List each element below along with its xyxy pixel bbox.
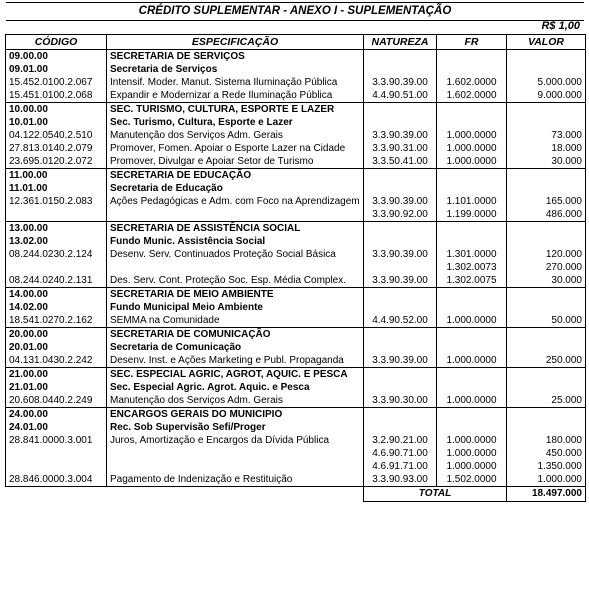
- fr-cell: [437, 50, 507, 64]
- codigo-cell: 11.01.00: [6, 182, 107, 195]
- natureza-cell: 3.3.90.92.00: [364, 208, 437, 221]
- especificacao-cell: Secretaria de Comunicação: [107, 341, 364, 354]
- table-row: [6, 89, 586, 103]
- valor-cell: 9.000.000: [507, 89, 586, 103]
- natureza-cell: 3.3.90.93.00: [364, 473, 437, 487]
- codigo-cell: 21.01.00: [6, 381, 107, 394]
- table-row: [6, 473, 586, 487]
- valor-cell: [507, 328, 586, 342]
- codigo-cell: 08.244.0240.2.131: [6, 274, 107, 288]
- valor-cell: [507, 235, 586, 248]
- especificacao-cell: Manutenção dos Serviços Adm. Gerais: [107, 129, 364, 142]
- valor-cell: 250.000: [507, 354, 586, 368]
- natureza-cell: 3.3.90.39.00: [364, 195, 437, 208]
- table-row: [6, 447, 586, 460]
- natureza-cell: 3.3.50.41.00: [364, 155, 437, 169]
- fr-cell: [437, 63, 507, 76]
- especificacao-cell: SEC. ESPECIAL AGRIC, AGROT, AQUIC. E PESCA: [107, 368, 364, 382]
- natureza-cell: 3.3.90.31.00: [364, 142, 437, 155]
- valor-cell: [507, 368, 586, 382]
- fr-cell: 1.000.0000: [437, 394, 507, 408]
- fr-cell: 1.502.0000: [437, 473, 507, 487]
- table-row: [6, 434, 586, 447]
- codigo-cell: 28.841.0000.3.001: [6, 434, 107, 447]
- fr-cell: 1.000.0000: [437, 314, 507, 327]
- codigo-cell: [6, 208, 107, 221]
- codigo-cell: [6, 261, 107, 274]
- fr-cell: 1.000.0000: [437, 460, 507, 473]
- codigo-cell: 14.02.00: [6, 301, 107, 314]
- total-spacer: [6, 487, 364, 502]
- column-header-especificacao: ESPECIFICAÇÃO: [107, 35, 364, 50]
- fr-cell: [437, 421, 507, 434]
- natureza-cell: [364, 103, 437, 117]
- valor-cell: 1.350.000: [507, 460, 586, 473]
- column-header-fr: FR: [437, 35, 507, 50]
- fr-cell: 1.602.0000: [437, 89, 507, 103]
- especificacao-cell: Rec. Sob Supervisão Sefi/Proger: [107, 421, 364, 434]
- natureza-cell: [364, 368, 437, 382]
- valor-cell: 5.000.000: [507, 76, 586, 89]
- fr-cell: [437, 381, 507, 394]
- codigo-cell: 04.122.0540.2.510: [6, 129, 107, 142]
- fr-cell: 1.000.0000: [437, 434, 507, 447]
- especificacao-cell: Promover, Fomen. Apoiar o Esporte Lazer na Cidade: [107, 142, 364, 155]
- valor-cell: [507, 421, 586, 434]
- codigo-cell: 27.813.0140.2.079: [6, 142, 107, 155]
- fr-cell: [437, 408, 507, 422]
- natureza-cell: [364, 182, 437, 195]
- codigo-cell: 10.01.00: [6, 116, 107, 129]
- fr-cell: 1.000.0000: [437, 155, 507, 169]
- especificacao-cell: Secretaria de Educação: [107, 182, 364, 195]
- especificacao-cell: ENCARGOS GERAIS DO MUNICIPIO: [107, 408, 364, 422]
- especificacao-cell: [107, 447, 364, 460]
- especificacao-cell: Desenv. Inst. e Ações Marketing e Publ. Propaganda: [107, 354, 364, 368]
- natureza-cell: 3.2.90.21.00: [364, 434, 437, 447]
- natureza-cell: 4.4.90.52.00: [364, 314, 437, 327]
- especificacao-cell: SEC. TURISMO, CULTURA, ESPORTE E LAZER: [107, 103, 364, 117]
- codigo-cell: 08.244.0230.2.124: [6, 248, 107, 261]
- natureza-cell: [364, 50, 437, 64]
- table-row: [6, 76, 586, 89]
- valor-cell: [507, 169, 586, 183]
- table-row: [6, 222, 586, 236]
- table-row: [6, 50, 586, 64]
- natureza-cell: 3.3.90.30.00: [364, 394, 437, 408]
- natureza-cell: [364, 408, 437, 422]
- codigo-cell: 15.452.0100.2.067: [6, 76, 107, 89]
- natureza-cell: [364, 116, 437, 129]
- valor-cell: [507, 408, 586, 422]
- natureza-cell: 3.3.90.39.00: [364, 76, 437, 89]
- codigo-cell: 24.01.00: [6, 421, 107, 434]
- fr-cell: 1.000.0000: [437, 447, 507, 460]
- natureza-cell: [364, 169, 437, 183]
- codigo-cell: 15.451.0100.2.068: [6, 89, 107, 103]
- table-row: [6, 328, 586, 342]
- table-row: [6, 301, 586, 314]
- fr-cell: [437, 288, 507, 302]
- natureza-cell: 4.6.90.71.00: [364, 447, 437, 460]
- codigo-cell: [6, 460, 107, 473]
- total-label: TOTAL: [364, 487, 507, 502]
- especificacao-cell: Pagamento de Indenização e Restituição: [107, 473, 364, 487]
- especificacao-cell: Desenv. Serv. Continuados Proteção Social Básica: [107, 248, 364, 261]
- fr-cell: 1.301.0000: [437, 248, 507, 261]
- natureza-cell: [364, 288, 437, 302]
- supplementation-table: [5, 34, 586, 502]
- table-row: [6, 116, 586, 129]
- especificacao-cell: Fundo Municipal Meio Ambiente: [107, 301, 364, 314]
- table-row: [6, 235, 586, 248]
- codigo-cell: 20.608.0440.2.249: [6, 394, 107, 408]
- table-row: [6, 261, 586, 274]
- table-row: [6, 155, 586, 169]
- natureza-cell: [364, 222, 437, 236]
- valor-cell: 30.000: [507, 274, 586, 288]
- fr-cell: [437, 169, 507, 183]
- table-row: [6, 314, 586, 327]
- valor-cell: 18.000: [507, 142, 586, 155]
- codigo-cell: 11.00.00: [6, 169, 107, 183]
- valor-cell: 120.000: [507, 248, 586, 261]
- fr-cell: [437, 103, 507, 117]
- especificacao-cell: Expandir e Modernizar a Rede Iluminação Pública: [107, 89, 364, 103]
- especificacao-cell: Promover, Divulgar e Apoiar Setor de Turismo: [107, 155, 364, 169]
- natureza-cell: 3.3.90.39.00: [364, 274, 437, 288]
- especificacao-cell: SECRETARIA DE MEIO AMBIENTE: [107, 288, 364, 302]
- fr-cell: [437, 341, 507, 354]
- especificacao-cell: Juros, Amortização e Encargos da Dívida Pública: [107, 434, 364, 447]
- valor-cell: [507, 341, 586, 354]
- codigo-cell: 20.01.00: [6, 341, 107, 354]
- table-row: [6, 381, 586, 394]
- table-row: [6, 103, 586, 117]
- natureza-cell: 3.3.90.39.00: [364, 354, 437, 368]
- table-row: [6, 341, 586, 354]
- codigo-cell: 09.00.00: [6, 50, 107, 64]
- table-row: [6, 208, 586, 221]
- especificacao-cell: SECRETARIA DE SERVIÇOS: [107, 50, 364, 64]
- table-row: [6, 394, 586, 408]
- natureza-cell: [364, 63, 437, 76]
- natureza-cell: [364, 328, 437, 342]
- valor-cell: 30.000: [507, 155, 586, 169]
- currency-unit: R$ 1,00: [541, 20, 580, 32]
- natureza-cell: [364, 381, 437, 394]
- total-row: [6, 487, 586, 502]
- especificacao-cell: [107, 261, 364, 274]
- natureza-cell: [364, 235, 437, 248]
- table-row: [6, 368, 586, 382]
- especificacao-cell: SEMMA na Comunidade: [107, 314, 364, 327]
- natureza-cell: [364, 421, 437, 434]
- codigo-cell: 13.02.00: [6, 235, 107, 248]
- table-body: [6, 50, 586, 487]
- table-row: [6, 421, 586, 434]
- valor-cell: [507, 50, 586, 64]
- especificacao-cell: [107, 208, 364, 221]
- fr-cell: 1.000.0000: [437, 354, 507, 368]
- valor-cell: 165.000: [507, 195, 586, 208]
- especificacao-cell: Manutenção dos Serviços Adm. Gerais: [107, 394, 364, 408]
- document-title: CRÉDITO SUPLEMENTAR - ANEXO I - SUPLEMENTAÇÃO: [6, 2, 584, 21]
- valor-cell: 270.000: [507, 261, 586, 274]
- fr-cell: 1.199.0000: [437, 208, 507, 221]
- valor-cell: 73.000: [507, 129, 586, 142]
- valor-cell: 1.000.000: [507, 473, 586, 487]
- codigo-cell: 09.01.00: [6, 63, 107, 76]
- valor-cell: [507, 182, 586, 195]
- codigo-cell: 04.131.0430.2.242: [6, 354, 107, 368]
- table-row: [6, 169, 586, 183]
- especificacao-cell: Secretaria de Serviços: [107, 63, 364, 76]
- column-header-natureza: NATUREZA: [364, 35, 437, 50]
- fr-cell: [437, 182, 507, 195]
- table-row: [6, 63, 586, 76]
- fr-cell: 1.101.0000: [437, 195, 507, 208]
- especificacao-cell: Des. Serv. Cont. Proteção Soc. Esp. Média Complex.: [107, 274, 364, 288]
- fr-cell: 1.302.0075: [437, 274, 507, 288]
- valor-cell: [507, 103, 586, 117]
- table-row: [6, 288, 586, 302]
- especificacao-cell: SECRETARIA DE COMUNICAÇÃO: [107, 328, 364, 342]
- valor-cell: 25.000: [507, 394, 586, 408]
- especificacao-cell: SECRETARIA DE ASSISTÊNCIA SOCIAL: [107, 222, 364, 236]
- fr-cell: [437, 328, 507, 342]
- codigo-cell: 20.00.00: [6, 328, 107, 342]
- valor-cell: 450.000: [507, 447, 586, 460]
- especificacao-cell: Sec. Especial Agric. Agrot. Aquic. e Pesca: [107, 381, 364, 394]
- table-row: [6, 460, 586, 473]
- table-row: [6, 195, 586, 208]
- table-row: [6, 129, 586, 142]
- table-row: [6, 408, 586, 422]
- valor-cell: [507, 381, 586, 394]
- fr-cell: 1.302.0073: [437, 261, 507, 274]
- especificacao-cell: Ações Pedagógicas e Adm. com Foco na Aprendizagem: [107, 195, 364, 208]
- especificacao-cell: Fundo Munic. Assistência Social: [107, 235, 364, 248]
- codigo-cell: 12.361.0150.2.083: [6, 195, 107, 208]
- column-header-valor: VALOR: [507, 35, 586, 50]
- fr-cell: 1.000.0000: [437, 129, 507, 142]
- table-row: [6, 274, 586, 288]
- especificacao-cell: [107, 460, 364, 473]
- column-header-codigo: CÓDIGO: [6, 35, 107, 50]
- codigo-cell: 13.00.00: [6, 222, 107, 236]
- especificacao-cell: SECRETARIA DE EDUCAÇÃO: [107, 169, 364, 183]
- valor-cell: 486.000: [507, 208, 586, 221]
- valor-cell: 50.000: [507, 314, 586, 327]
- codigo-cell: 28.846.0000.3.004: [6, 473, 107, 487]
- natureza-cell: [364, 261, 437, 274]
- fr-cell: [437, 235, 507, 248]
- fr-cell: [437, 222, 507, 236]
- table-row: [6, 182, 586, 195]
- table-row: [6, 354, 586, 368]
- table-header-row: [6, 35, 586, 50]
- table-row: [6, 142, 586, 155]
- fr-cell: [437, 116, 507, 129]
- natureza-cell: 4.6.91.71.00: [364, 460, 437, 473]
- codigo-cell: 18.541.0270.2.162: [6, 314, 107, 327]
- fr-cell: [437, 301, 507, 314]
- natureza-cell: [364, 301, 437, 314]
- valor-cell: [507, 301, 586, 314]
- codigo-cell: [6, 447, 107, 460]
- valor-cell: [507, 116, 586, 129]
- fr-cell: [437, 368, 507, 382]
- fr-cell: 1.602.0000: [437, 76, 507, 89]
- fr-cell: 1.000.0000: [437, 142, 507, 155]
- codigo-cell: 10.00.00: [6, 103, 107, 117]
- natureza-cell: [364, 341, 437, 354]
- total-value: 18.497.000: [507, 487, 586, 502]
- valor-cell: [507, 63, 586, 76]
- codigo-cell: 24.00.00: [6, 408, 107, 422]
- especificacao-cell: Intensif. Moder. Manut. Sistema Iluminação Pública: [107, 76, 364, 89]
- natureza-cell: 3.3.90.39.00: [364, 129, 437, 142]
- natureza-cell: 4.4.90.51.00: [364, 89, 437, 103]
- codigo-cell: 14.00.00: [6, 288, 107, 302]
- table-row: [6, 248, 586, 261]
- codigo-cell: 23.695.0120.2.072: [6, 155, 107, 169]
- codigo-cell: 21.00.00: [6, 368, 107, 382]
- natureza-cell: 3.3.90.39.00: [364, 248, 437, 261]
- valor-cell: 180.000: [507, 434, 586, 447]
- valor-cell: [507, 288, 586, 302]
- especificacao-cell: Sec. Turismo, Cultura, Esporte e Lazer: [107, 116, 364, 129]
- valor-cell: [507, 222, 586, 236]
